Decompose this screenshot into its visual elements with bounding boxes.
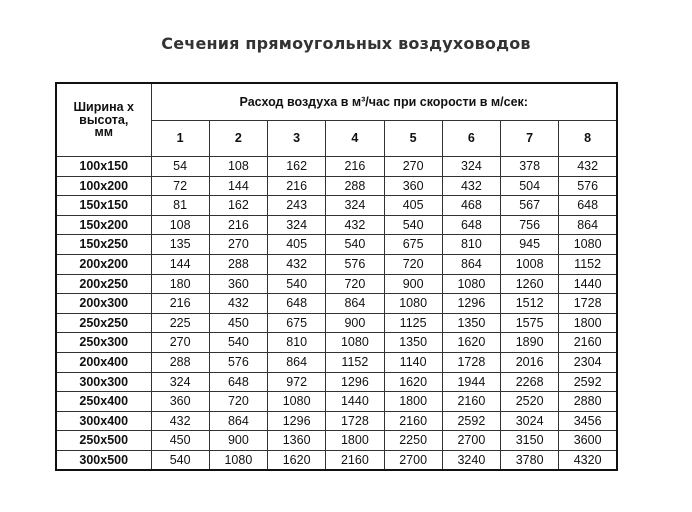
flow-value-cell: 432: [209, 294, 267, 314]
size-cell: 200x200: [56, 254, 151, 274]
flow-value-cell: 360: [209, 274, 267, 294]
flow-value-cell: 1360: [268, 431, 326, 451]
flow-value-cell: 4320: [559, 450, 617, 470]
flow-value-cell: 1800: [326, 431, 384, 451]
flow-value-cell: 1512: [501, 294, 559, 314]
size-cell: 300x300: [56, 372, 151, 392]
table-row: [56, 392, 617, 412]
flow-value-cell: 54: [151, 157, 209, 177]
size-cell: 250x500: [56, 431, 151, 451]
flow-value-cell: 576: [209, 352, 267, 372]
flow-value-cell: 675: [384, 235, 442, 255]
flow-value-cell: 450: [151, 431, 209, 451]
flow-value-cell: 288: [209, 254, 267, 274]
flow-value-cell: 1800: [384, 392, 442, 412]
flow-value-cell: 1728: [326, 411, 384, 431]
flow-value-cell: 1296: [326, 372, 384, 392]
flow-value-cell: 2016: [501, 352, 559, 372]
flow-value-cell: 3780: [501, 450, 559, 470]
flow-value-cell: 2160: [442, 392, 500, 412]
flow-value-cell: 2700: [442, 431, 500, 451]
table-row: [56, 176, 617, 196]
flow-value-cell: 270: [209, 235, 267, 255]
flow-value-cell: 81: [151, 196, 209, 216]
flow-value-cell: 216: [151, 294, 209, 314]
flow-value-cell: 1620: [442, 333, 500, 353]
flow-value-cell: 1152: [559, 254, 617, 274]
flow-value-cell: 540: [209, 333, 267, 353]
flow-value-cell: 1080: [268, 392, 326, 412]
flow-value-cell: 270: [384, 157, 442, 177]
flow-value-cell: 324: [151, 372, 209, 392]
flow-value-cell: 288: [151, 352, 209, 372]
table-row: [56, 157, 617, 177]
flow-value-cell: 405: [268, 235, 326, 255]
flow-value-cell: 432: [326, 215, 384, 235]
flow-value-cell: 900: [384, 274, 442, 294]
flow-value-cell: 1008: [501, 254, 559, 274]
flow-value-cell: 405: [384, 196, 442, 216]
flow-value-cell: 1440: [559, 274, 617, 294]
flow-value-cell: 675: [268, 313, 326, 333]
size-cell: 250x250: [56, 313, 151, 333]
flow-value-cell: 360: [384, 176, 442, 196]
table-row: [56, 235, 617, 255]
flow-value-cell: 864: [326, 294, 384, 314]
flow-value-cell: 432: [559, 157, 617, 177]
flow-value-cell: 810: [442, 235, 500, 255]
table-row: [56, 352, 617, 372]
flow-value-cell: 1260: [501, 274, 559, 294]
table-row: [56, 215, 617, 235]
flow-value-cell: 2592: [442, 411, 500, 431]
flow-value-cell: 1728: [442, 352, 500, 372]
speed-header-cell: 3: [268, 120, 326, 157]
flow-value-cell: 567: [501, 196, 559, 216]
flow-value-cell: 3150: [501, 431, 559, 451]
flow-value-cell: 72: [151, 176, 209, 196]
flow-value-cell: 2880: [559, 392, 617, 412]
flow-value-cell: 225: [151, 313, 209, 333]
flow-value-cell: 810: [268, 333, 326, 353]
flow-value-cell: 216: [326, 157, 384, 177]
size-cell: 300x400: [56, 411, 151, 431]
flow-value-cell: 378: [501, 157, 559, 177]
flow-value-cell: 540: [384, 215, 442, 235]
table-row: [56, 294, 617, 314]
flow-value-cell: 864: [442, 254, 500, 274]
flow-value-cell: 432: [151, 411, 209, 431]
size-header-line: Ширина х: [73, 100, 134, 115]
flow-value-cell: 1800: [559, 313, 617, 333]
size-cell: 200x300: [56, 294, 151, 314]
flow-value-cell: 1080: [559, 235, 617, 255]
flow-value-cell: 2250: [384, 431, 442, 451]
flow-value-cell: 576: [559, 176, 617, 196]
table-row: [56, 431, 617, 451]
flow-value-cell: 1620: [384, 372, 442, 392]
size-cell: 150x200: [56, 215, 151, 235]
flow-value-cell: 432: [268, 254, 326, 274]
flow-value-cell: 324: [326, 196, 384, 216]
table-row: [56, 372, 617, 392]
flow-value-cell: 1944: [442, 372, 500, 392]
flow-value-cell: 1620: [268, 450, 326, 470]
flow-value-cell: 216: [268, 176, 326, 196]
flow-value-cell: 1080: [326, 333, 384, 353]
flow-value-cell: 468: [442, 196, 500, 216]
flow-value-cell: 648: [209, 372, 267, 392]
size-header-line: мм: [94, 125, 113, 140]
size-cell: 150x250: [56, 235, 151, 255]
table-row: [56, 411, 617, 431]
flow-value-cell: 540: [151, 450, 209, 470]
size-column-header: [56, 83, 151, 157]
size-cell: 250x300: [56, 333, 151, 353]
flow-value-cell: 648: [442, 215, 500, 235]
flow-value-cell: 108: [151, 215, 209, 235]
table-body: [56, 157, 617, 471]
flow-value-cell: 900: [209, 431, 267, 451]
flow-column-header: Расход воздуха в м³/час при скорости в м/сек:: [151, 83, 617, 120]
page-title: Сечения прямоугольных воздуховодов: [161, 34, 531, 53]
flow-value-cell: 1350: [384, 333, 442, 353]
flow-value-cell: 540: [268, 274, 326, 294]
flow-value-cell: 180: [151, 274, 209, 294]
speed-header-cell: 4: [326, 120, 384, 157]
size-cell: 100x200: [56, 176, 151, 196]
flow-value-cell: 144: [151, 254, 209, 274]
table-row: [56, 450, 617, 470]
flow-value-cell: 2268: [501, 372, 559, 392]
table-row: [56, 333, 617, 353]
flow-value-cell: 1440: [326, 392, 384, 412]
size-cell: 100x150: [56, 157, 151, 177]
flow-value-cell: 1350: [442, 313, 500, 333]
flow-value-cell: 1296: [268, 411, 326, 431]
flow-value-cell: 1080: [442, 274, 500, 294]
flow-value-cell: 864: [268, 352, 326, 372]
flow-value-cell: 2304: [559, 352, 617, 372]
flow-value-cell: 432: [442, 176, 500, 196]
size-cell: 250x400: [56, 392, 151, 412]
flow-value-cell: 2592: [559, 372, 617, 392]
flow-value-cell: 360: [151, 392, 209, 412]
flow-value-cell: 1728: [559, 294, 617, 314]
speed-header-cell: 6: [442, 120, 500, 157]
flow-value-cell: 720: [326, 274, 384, 294]
flow-value-cell: 648: [268, 294, 326, 314]
table-row: [56, 254, 617, 274]
flow-value-cell: 3024: [501, 411, 559, 431]
flow-value-cell: 1152: [326, 352, 384, 372]
flow-value-cell: 504: [501, 176, 559, 196]
flow-value-cell: 135: [151, 235, 209, 255]
flow-value-cell: 945: [501, 235, 559, 255]
speed-header-cell: 8: [559, 120, 617, 157]
flow-value-cell: 864: [559, 215, 617, 235]
flow-value-cell: 324: [268, 215, 326, 235]
flow-value-cell: 1296: [442, 294, 500, 314]
flow-value-cell: 1125: [384, 313, 442, 333]
flow-value-cell: 2520: [501, 392, 559, 412]
table-row: [56, 274, 617, 294]
flow-value-cell: 3600: [559, 431, 617, 451]
size-cell: 150x150: [56, 196, 151, 216]
airflow-table: [55, 82, 618, 471]
flow-value-cell: 1140: [384, 352, 442, 372]
flow-value-cell: 288: [326, 176, 384, 196]
speed-header-cell: 7: [501, 120, 559, 157]
flow-value-cell: 864: [209, 411, 267, 431]
size-header-line: высота,: [79, 112, 129, 127]
size-cell: 200x250: [56, 274, 151, 294]
flow-value-cell: 720: [384, 254, 442, 274]
speed-header-cell: 5: [384, 120, 442, 157]
flow-value-cell: 144: [209, 176, 267, 196]
table-row: [56, 313, 617, 333]
flow-value-cell: 3240: [442, 450, 500, 470]
flow-value-cell: 1080: [384, 294, 442, 314]
flow-value-cell: 540: [326, 235, 384, 255]
flow-value-cell: 216: [209, 215, 267, 235]
flow-value-cell: 108: [209, 157, 267, 177]
flow-value-cell: 756: [501, 215, 559, 235]
flow-value-cell: 576: [326, 254, 384, 274]
flow-value-cell: 162: [268, 157, 326, 177]
flow-value-cell: 2160: [384, 411, 442, 431]
flow-value-cell: 972: [268, 372, 326, 392]
table-row: [56, 196, 617, 216]
size-cell: 200x400: [56, 352, 151, 372]
flow-value-cell: 243: [268, 196, 326, 216]
flow-value-cell: 648: [559, 196, 617, 216]
size-cell: 300x500: [56, 450, 151, 470]
flow-value-cell: 3456: [559, 411, 617, 431]
flow-value-cell: 2160: [559, 333, 617, 353]
flow-value-cell: 720: [209, 392, 267, 412]
speed-header-cell: 1: [151, 120, 209, 157]
speed-header-cell: 2: [209, 120, 267, 157]
flow-value-cell: 2700: [384, 450, 442, 470]
flow-value-cell: 900: [326, 313, 384, 333]
flow-value-cell: 2160: [326, 450, 384, 470]
flow-value-cell: 1890: [501, 333, 559, 353]
flow-value-cell: 1080: [209, 450, 267, 470]
flow-value-cell: 324: [442, 157, 500, 177]
flow-value-cell: 270: [151, 333, 209, 353]
flow-value-cell: 450: [209, 313, 267, 333]
flow-value-cell: 162: [209, 196, 267, 216]
flow-value-cell: 1575: [501, 313, 559, 333]
